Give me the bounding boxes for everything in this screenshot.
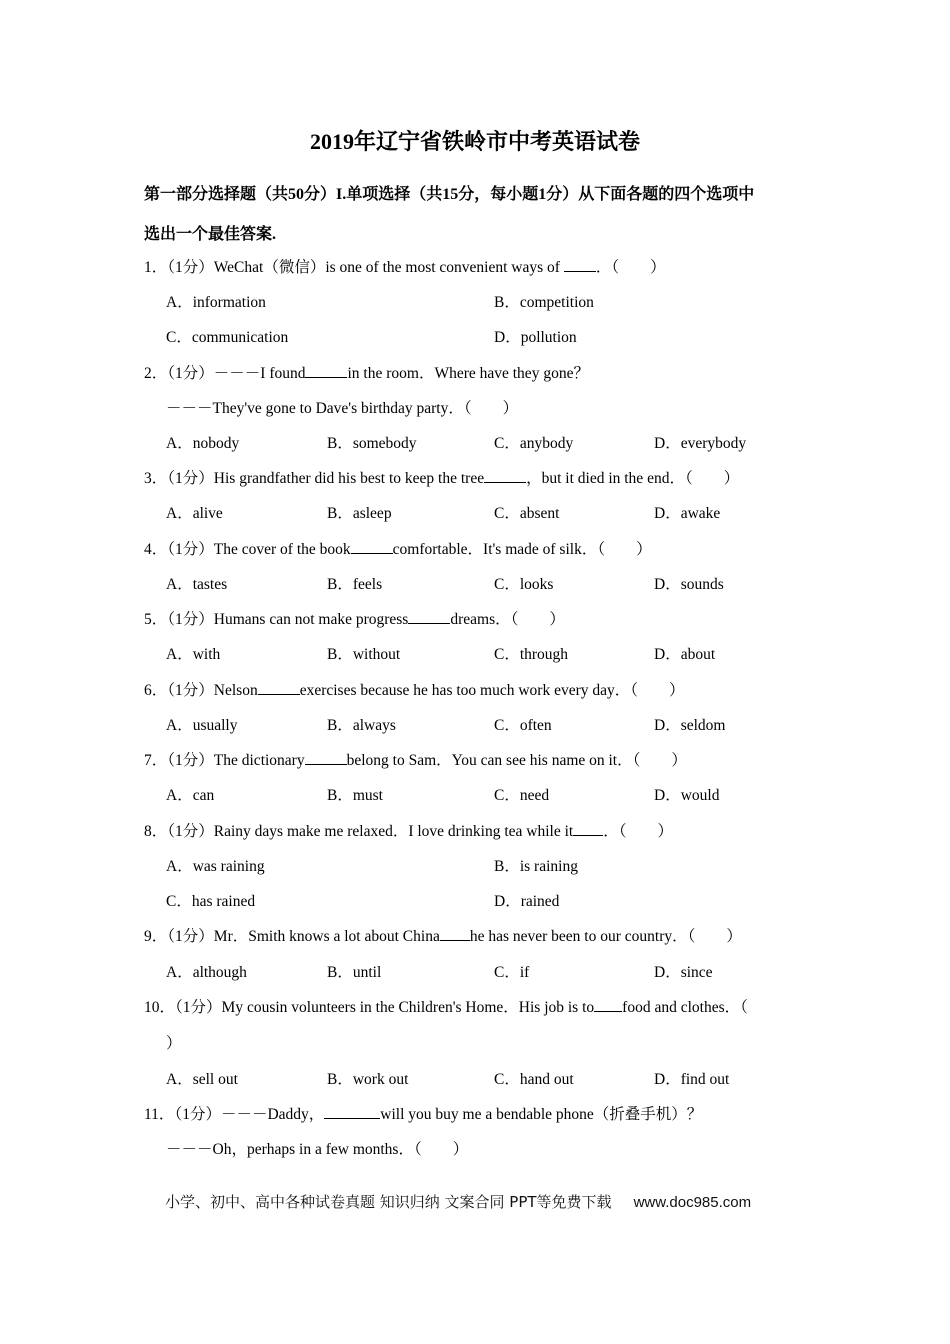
option-c: C．often bbox=[494, 717, 552, 734]
question-6: 6．（1分）Nelson exercises because he has too much work every day．（ ） bbox=[144, 682, 685, 699]
option-c: C．absent bbox=[494, 505, 560, 522]
option-a: A．tastes bbox=[166, 576, 228, 593]
question-10-line2: ） bbox=[166, 1035, 182, 1052]
page-title: 2019年辽宁省铁岭市中考英语试卷 bbox=[309, 129, 640, 154]
section-heading-line1: 第一部分选择题（共50分）I.单项选择（共15分，每小题1分）从下面各题的四个选项中 bbox=[144, 186, 755, 203]
question-10: 10．（1分）My cousin volunteers in the Children's Home．His job is to food and clothes．（ bbox=[144, 999, 748, 1016]
option-a: A．usually bbox=[166, 717, 238, 734]
option-b: B．without bbox=[327, 646, 401, 663]
footer-text: 小学、初中、高中各种试卷真题 知识归纳 文案合同 PPT等免费下载 bbox=[165, 1193, 612, 1211]
question-4: 4．（1分）The cover of the book comfortable．It's made of silk．（ ） bbox=[144, 541, 652, 558]
option-d: D．would bbox=[654, 787, 720, 804]
option-a: A．sell out bbox=[166, 1071, 238, 1088]
question-3: 3．（1分）His grandfather did his best to keep the tree ，but it died in the end．（ ） bbox=[144, 470, 740, 487]
question-11: 11．（1分）－－－Daddy， will you buy me a bendable phone（折叠手机）？ bbox=[144, 1106, 703, 1123]
option-a: A．information bbox=[166, 294, 266, 311]
answer-blank bbox=[484, 468, 526, 483]
question-11-line2: －－－Oh，perhaps in a few months．（ ） bbox=[166, 1141, 469, 1158]
option-b: B．asleep bbox=[327, 505, 392, 522]
option-d: D．rained bbox=[494, 893, 560, 910]
option-b: B．competition bbox=[494, 294, 594, 311]
section-heading-line2: 选出一个最佳答案. bbox=[144, 226, 277, 243]
option-b: B．always bbox=[327, 717, 396, 734]
option-c: C．anybody bbox=[494, 435, 574, 452]
option-a: A．alive bbox=[166, 505, 223, 522]
question-2-line2: －－－They've gone to Dave's birthday party．（ ） bbox=[166, 400, 519, 417]
option-c: C．through bbox=[494, 646, 569, 663]
option-d: D．everybody bbox=[654, 435, 747, 452]
answer-blank bbox=[564, 257, 596, 272]
question-8: 8．（1分）Rainy days make me relaxed．I love drinking tea while it ．（ ） bbox=[144, 823, 673, 840]
answer-blank bbox=[324, 1104, 380, 1119]
answer-blank bbox=[594, 997, 622, 1012]
option-a: A．although bbox=[166, 964, 247, 981]
option-a: A．nobody bbox=[166, 435, 240, 452]
answer-blank bbox=[440, 926, 470, 941]
answer-blank bbox=[573, 821, 603, 836]
option-d: D．about bbox=[654, 646, 716, 663]
question-1: 1．（1分）WeChat（微信）is one of the most convenient ways of ．（ ） bbox=[144, 259, 666, 276]
option-d: D．sounds bbox=[654, 576, 724, 593]
option-b: B．is raining bbox=[494, 858, 578, 875]
option-c: C．communication bbox=[166, 329, 289, 346]
question-5: 5．（1分）Humans can not make progress dreams．（ ） bbox=[144, 611, 565, 628]
option-c: C．need bbox=[494, 787, 550, 804]
question-2: 2．（1分）－－－I found in the room．Where have they gone？ bbox=[144, 365, 589, 382]
option-b: B．somebody bbox=[327, 435, 417, 452]
option-d: D．since bbox=[654, 964, 713, 981]
footer bbox=[165, 1191, 751, 1212]
option-c: C．has rained bbox=[166, 893, 256, 910]
answer-blank bbox=[351, 539, 393, 554]
option-b: B．until bbox=[327, 964, 382, 981]
answer-blank bbox=[305, 750, 347, 765]
option-c: C．hand out bbox=[494, 1071, 574, 1088]
option-d: D．find out bbox=[654, 1071, 730, 1088]
answer-blank bbox=[258, 680, 300, 695]
option-d: D．seldom bbox=[654, 717, 726, 734]
answer-blank bbox=[305, 363, 347, 378]
footer-site-link[interactable]: www.doc985.com bbox=[633, 1194, 752, 1211]
question-7: 7．（1分）The dictionary belong to Sam．You can see his name on it．（ ） bbox=[144, 752, 687, 769]
option-a: A．can bbox=[166, 787, 215, 804]
option-d: D．pollution bbox=[494, 329, 577, 346]
option-b: B．feels bbox=[327, 576, 383, 593]
option-b: B．must bbox=[327, 787, 383, 804]
option-a: A．was raining bbox=[166, 858, 265, 875]
option-a: A．with bbox=[166, 646, 221, 663]
question-9: 9．（1分）Mr．Smith knows a lot about China he has never been to our country．（ ） bbox=[144, 928, 742, 945]
option-b: B．work out bbox=[327, 1071, 409, 1088]
option-c: C．if bbox=[494, 964, 530, 981]
option-c: C．looks bbox=[494, 576, 554, 593]
option-d: D．awake bbox=[654, 505, 721, 522]
answer-blank bbox=[408, 609, 450, 624]
